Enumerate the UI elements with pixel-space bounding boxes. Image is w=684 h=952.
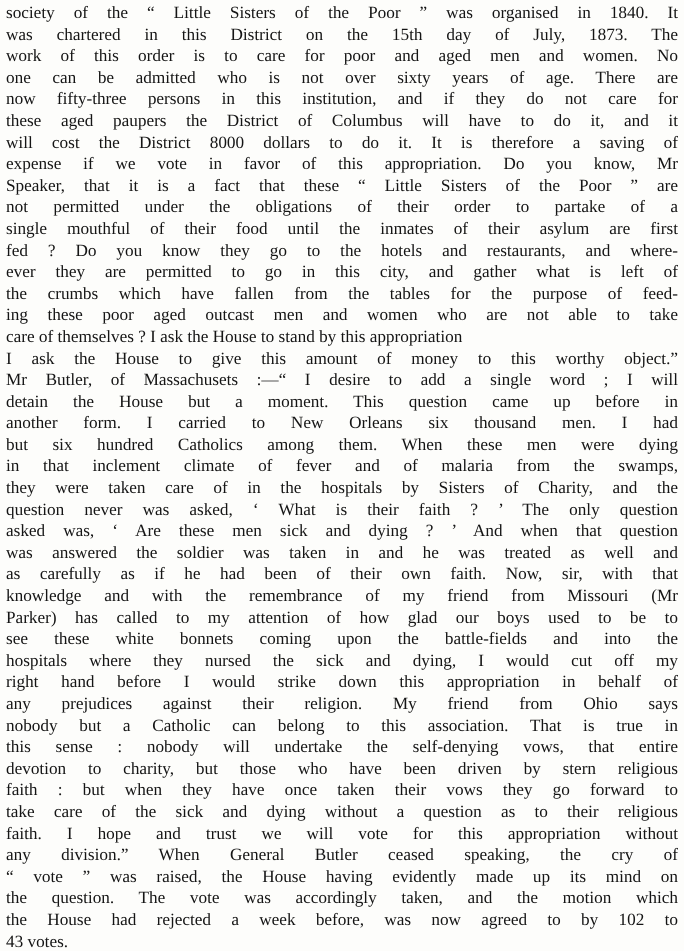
text-line: any division.” When General Butler ceased speaking, the cry of <box>6 845 678 865</box>
text-line: one can be admitted who is not over sixty years of age. There are <box>6 67 678 87</box>
text-line: I ask the House to give this amount of money to this worthy object.” <box>6 348 678 368</box>
text-line: will cost the District 8000 dollars to do it. It is therefore a saving of <box>6 132 678 152</box>
text-line: but six hundred Catholics among them. When these men were dying <box>6 434 678 454</box>
text-line: Mr Butler, of Massachusets :—“ I desire to add a single word ; I will <box>6 370 678 390</box>
text-line: take care of the sick and dying without a question as to their religious <box>6 801 678 821</box>
text-line: Parker) has called to my attention of how glad our boys used to be to <box>6 607 678 627</box>
text-line: in that inclement climate of fever and of malaria from the swamps, <box>6 456 678 476</box>
text-line: as carefully as if he had been of their own faith. Now, sir, with that <box>6 564 678 584</box>
text-line: ing these poor aged outcast men and women who are not able to take <box>6 305 678 325</box>
text-line: 43 votes. <box>6 931 69 951</box>
text-line: work of this order is to care for poor and aged men and women. No <box>6 46 678 66</box>
text-line: care of themselves ? I ask the House to stand by this appropriation <box>6 326 463 346</box>
text-line: asked was, ‘ Are these men sick and dying ? ’ And when that question <box>6 521 678 541</box>
article-text <box>6 2 678 952</box>
text-line: ever they are permitted to go in this city, and gather what is left of <box>6 262 678 282</box>
text-line: faith. I hope and trust we will vote for this appropriation without <box>6 823 678 843</box>
text-line: hospitals where they nursed the sick and dying, I would cut off my <box>6 650 678 670</box>
text-line: these aged paupers the District of Columbus will have to do it, and it <box>6 110 678 130</box>
text-line: now fifty-three persons in this institution, and if they do not care for <box>6 89 678 109</box>
text-line: Speaker, that it is a fact that these “ Little Sisters of the Poor ” are <box>6 175 678 195</box>
text-line: any prejudices against their religion. My friend from Ohio says <box>6 694 678 713</box>
text-line: another form. I carried to New Orleans six thousand men. I had <box>6 413 678 433</box>
text-line: right hand before I would strike down this appropriation in behalf of <box>6 672 678 692</box>
text-line: knowledge and with the remembrance of my friend from Missouri (Mr <box>6 586 678 606</box>
text-line: was answered the soldier was taken in and he was treated as well and <box>6 542 678 562</box>
text-line: the question. The vote was accordingly taken, and the motion which <box>6 888 678 908</box>
text-line: see these white bonnets coming upon the battle-fields and into the <box>6 629 678 649</box>
text-line: society of the “ Little Sisters of the Poor ” was organised in 1840. It <box>6 3 678 22</box>
text-line: nobody but a Catholic can belong to this association. That is true in <box>6 715 678 735</box>
text-line: fed ? Do you know they go to the hotels and restaurants, and where- <box>6 240 678 260</box>
text-line: expense if we vote in favor of this appropriation. Do you know, Mr <box>6 154 678 174</box>
text-line: devotion to charity, but those who have been driven by stern religious <box>6 758 678 778</box>
text-line: single mouthful of their food until the inmates of their asylum are first <box>6 218 678 238</box>
text-line: this sense : nobody will undertake the self-denying vows, that entire <box>6 737 678 757</box>
text-line: faith : but when they have once taken their vows they go forward to <box>6 780 678 800</box>
text-line: “ vote ” was raised, the House having evidently made up its mind on <box>6 866 678 886</box>
text-line: was chartered in this District on the 15th day of July, 1873. The <box>6 24 678 44</box>
text-line: detain the House but a moment. This question came up before in <box>6 391 678 411</box>
text-line: the House had rejected a week before, was now agreed to by 102 to <box>6 909 678 929</box>
text-line: the crumbs which have fallen from the tables for the purpose of feed- <box>6 283 678 303</box>
text-line: not permitted under the obligations of their order to partake of a <box>6 197 678 217</box>
text-line: they were taken care of in the hospitals by Sisters of Charity, and the <box>6 478 678 498</box>
text-line: question never was asked, ‘ What is their faith ? ’ The only question <box>6 499 678 519</box>
